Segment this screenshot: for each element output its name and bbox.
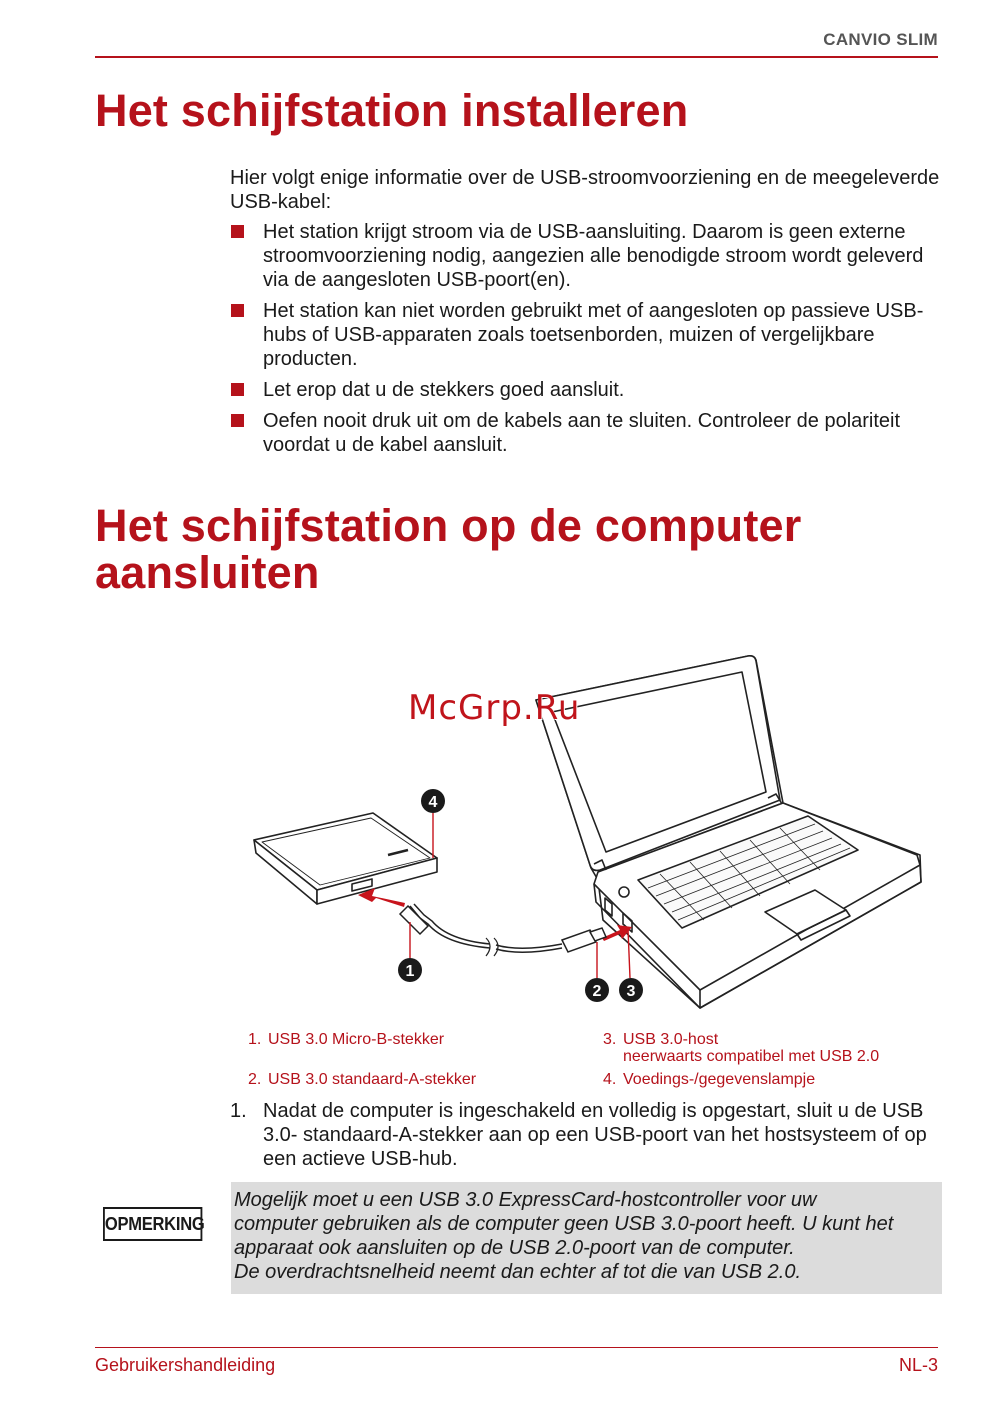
connection-illustration [240,640,940,1020]
watermark-text: McGrp.Ru [408,688,581,728]
bullet-square-icon [231,304,244,317]
page-number: NL-3 [898,1355,938,1375]
bullet-square-icon [231,225,244,238]
note-line: Mogelijk moet u een USB 3.0 ExpressCard-hostcontroller voor uw [234,1189,817,1211]
caption-number: 2. [248,1071,262,1088]
list-item [230,299,942,371]
bullet-square-icon [231,414,244,427]
header-rule [95,56,938,58]
step-text: Nadat de computer is ingeschakeld en volledig is opgestart, sluit u de USB 3.0- standaard-A-stekker aan op een USB-poort van het hostsysteem of op een actieve USB-hub. [263,1100,927,1170]
caption-text: Voedings-/gegevenslampje [623,1071,816,1088]
svg-text:3: 3 [626,983,636,1000]
callout-2 [585,978,609,1002]
bullet-list [230,220,942,464]
bullet-square-icon [231,383,244,396]
usb-cable-illustration [400,904,606,956]
hdd-illustration [254,813,437,904]
note-text [234,1188,939,1284]
caption-number: 4. [603,1071,617,1088]
bullet-text: Het station krijgt stroom via de USB-aansluiting. Daarom is geen externe stroomvoorziening nodig, aangezien alle benodigde stroom wordt geleverd via de aangesloten USB-poort(en). [263,221,924,291]
footer-title: Gebruikershandleiding [95,1355,276,1375]
section-title-install: Het schijfstation installeren [95,85,689,136]
footer-rule [95,1347,938,1348]
callout-1 [398,958,422,982]
svg-text:1: 1 [405,963,415,980]
note-label: OPMERKING [103,1207,202,1241]
caption-number: 1. [248,1031,262,1048]
note-line: apparaat ook aansluiten op de USB 2.0-poort van de computer. [234,1237,795,1259]
header-brand: CANVIO SLIM [823,30,938,49]
caption-text: USB 3.0 Micro-B-stekker [268,1031,445,1048]
section-title-line: aansluiten [95,547,320,598]
note-line: computer gebruiken als de computer geen USB 3.0-poort heeft. U kunt het [234,1213,894,1235]
note-line: De overdrachtsnelheid neemt dan echter af tot die van USB 2.0. [234,1261,802,1283]
svg-text:4: 4 [428,794,438,811]
caption-text-secondary: neerwaarts compatibel met USB 2.0 [623,1048,880,1065]
list-item [230,409,942,457]
step-1 [230,1099,942,1171]
bullet-text: Oefen nooit druk uit om de kabels aan te sluiten. Controleer de polariteit voordat u de kabel aansluit. [263,410,901,456]
caption-2 [248,1071,476,1088]
caption-text: USB 3.0 standaard-A-stekker [268,1071,477,1088]
caption-3 [603,1031,879,1065]
list-item [230,378,942,402]
step-number: 1. [230,1100,247,1122]
section-title-connect [95,502,945,596]
list-item [230,220,942,292]
bullet-text: Het station kan niet worden gebruikt met of aangesloten op passieve USB-hubs of USB-apparaten zoals toetsenborden, muizen of vergelijkbare producten. [263,300,924,370]
svg-text:2: 2 [592,983,602,1000]
caption-4 [603,1071,815,1088]
bullet-text: Let erop dat u de stekkers goed aansluit. [263,379,625,401]
callout-4 [421,789,445,813]
caption-number: 3. [603,1031,617,1048]
caption-text: USB 3.0-host [623,1031,719,1048]
intro-paragraph: Hier volgt enige informatie over de USB-stroomvoorziening en de meegeleverde USB-kabel: [230,167,940,213]
laptop-illustration [536,656,921,1008]
caption-1 [248,1031,444,1048]
callout-3 [619,978,643,1002]
section-title-line: Het schijfstation op de computer [95,500,802,551]
